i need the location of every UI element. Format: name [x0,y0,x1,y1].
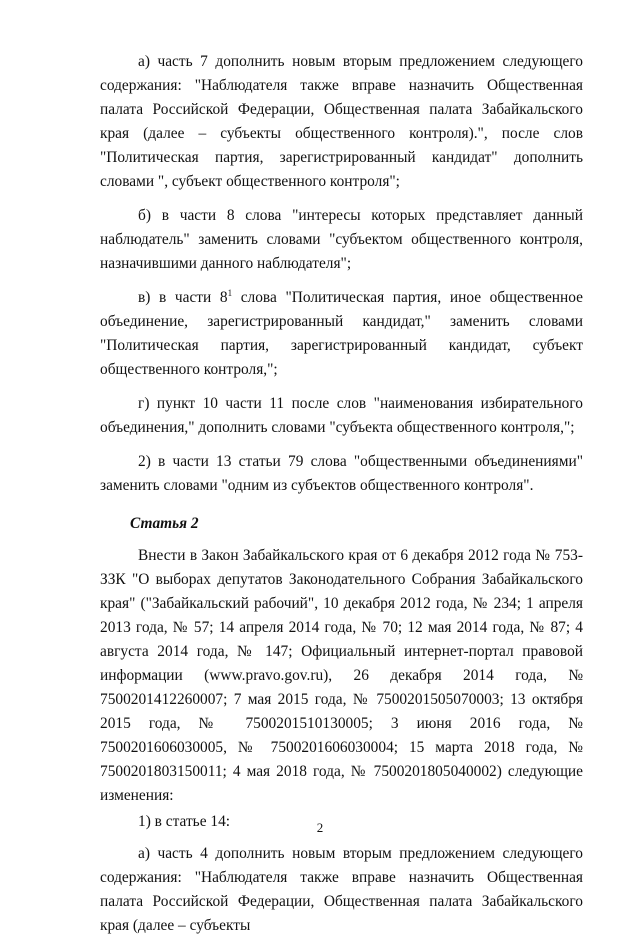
paragraph-part-11: г) пункт 10 части 11 после слов "наименования избирательного объединения," дополнить словами "субъекта общественного контроля,"; [100,395,583,436]
superscript-mark: 1 [227,287,233,298]
paragraph-law-amendment: Внести в Закон Забайкальского края от 6 декабря 2012 года № 753-ЗЗК "О выборах депутатов Законодательного Собрания Забайкальского края" ("Забайкальский рабочий", 10 декабря 2012 года, № 234; 1 апреля 2013 года, № 57; 14 апреля 2014 года, № 70; 12 мая 2014 года, № 87; 4 августа 2014 года, № 147; Официальный интернет-портал правовой информации (www.pravo.gov.ru), 26 декабря 2014 года, № 7500201412260007; 7 мая 2015 года, № 7500201505070003; 13 октября 2015 года, № 7500201510130005; 3 июня 2016 года, № 7500201606030005, № 7500201606030004; 15 марта 2018 года, № 7500201803150011; 4 мая 2018 года, № 7500201805040002) следующие изменения: [100,547,583,804]
paragraph-part-8: б) в части 8 слова "интересы которых представляет данный наблюдатель" заменить словами "субъектом общественного контроля, назначившими данного наблюдателя"; [100,207,583,272]
page-number: 2 [316,820,324,835]
paragraph-part-4: а) часть 4 дополнить новым вторым предложением следующего содержания: "Наблюдателя также вправе назначить Общественная палата Российской Федерации, Общественная палата Забайкальского края (далее – субъекты [100,845,583,934]
paragraph-part-8-1-rest: слова "Политическая партия, иное общественное объединение, зарегистрированный кандидат," заменить словами "Политическая партия, зарегистрированный кандидат, субъект общественного контроля,"; [100,289,583,378]
paragraph-part-8-1-start: в) в части 8 [138,289,228,306]
article-heading: Статья 2 [130,515,199,532]
paragraph-article-14: 1) в статье 14: [138,813,231,830]
paragraph-article-79: 2) в части 13 статьи 79 слова "общественными объединениями" заменить словами "одним из субъектов общественного контроля". [100,453,583,494]
paragraph-part-8-1 [100,286,583,382]
document-body [100,50,583,948]
paragraph-part-7: а) часть 7 дополнить новым вторым предложением следующего содержания: "Наблюдателя также вправе назначить Общественная палата Российской Федерации, Общественная палата Забайкальского края (далее – субъекты общественного контроля).", после слов "Политическая партия, зарегистрированный кандидат" дополнить словами ", субъект общественного контроля"; [100,53,583,190]
